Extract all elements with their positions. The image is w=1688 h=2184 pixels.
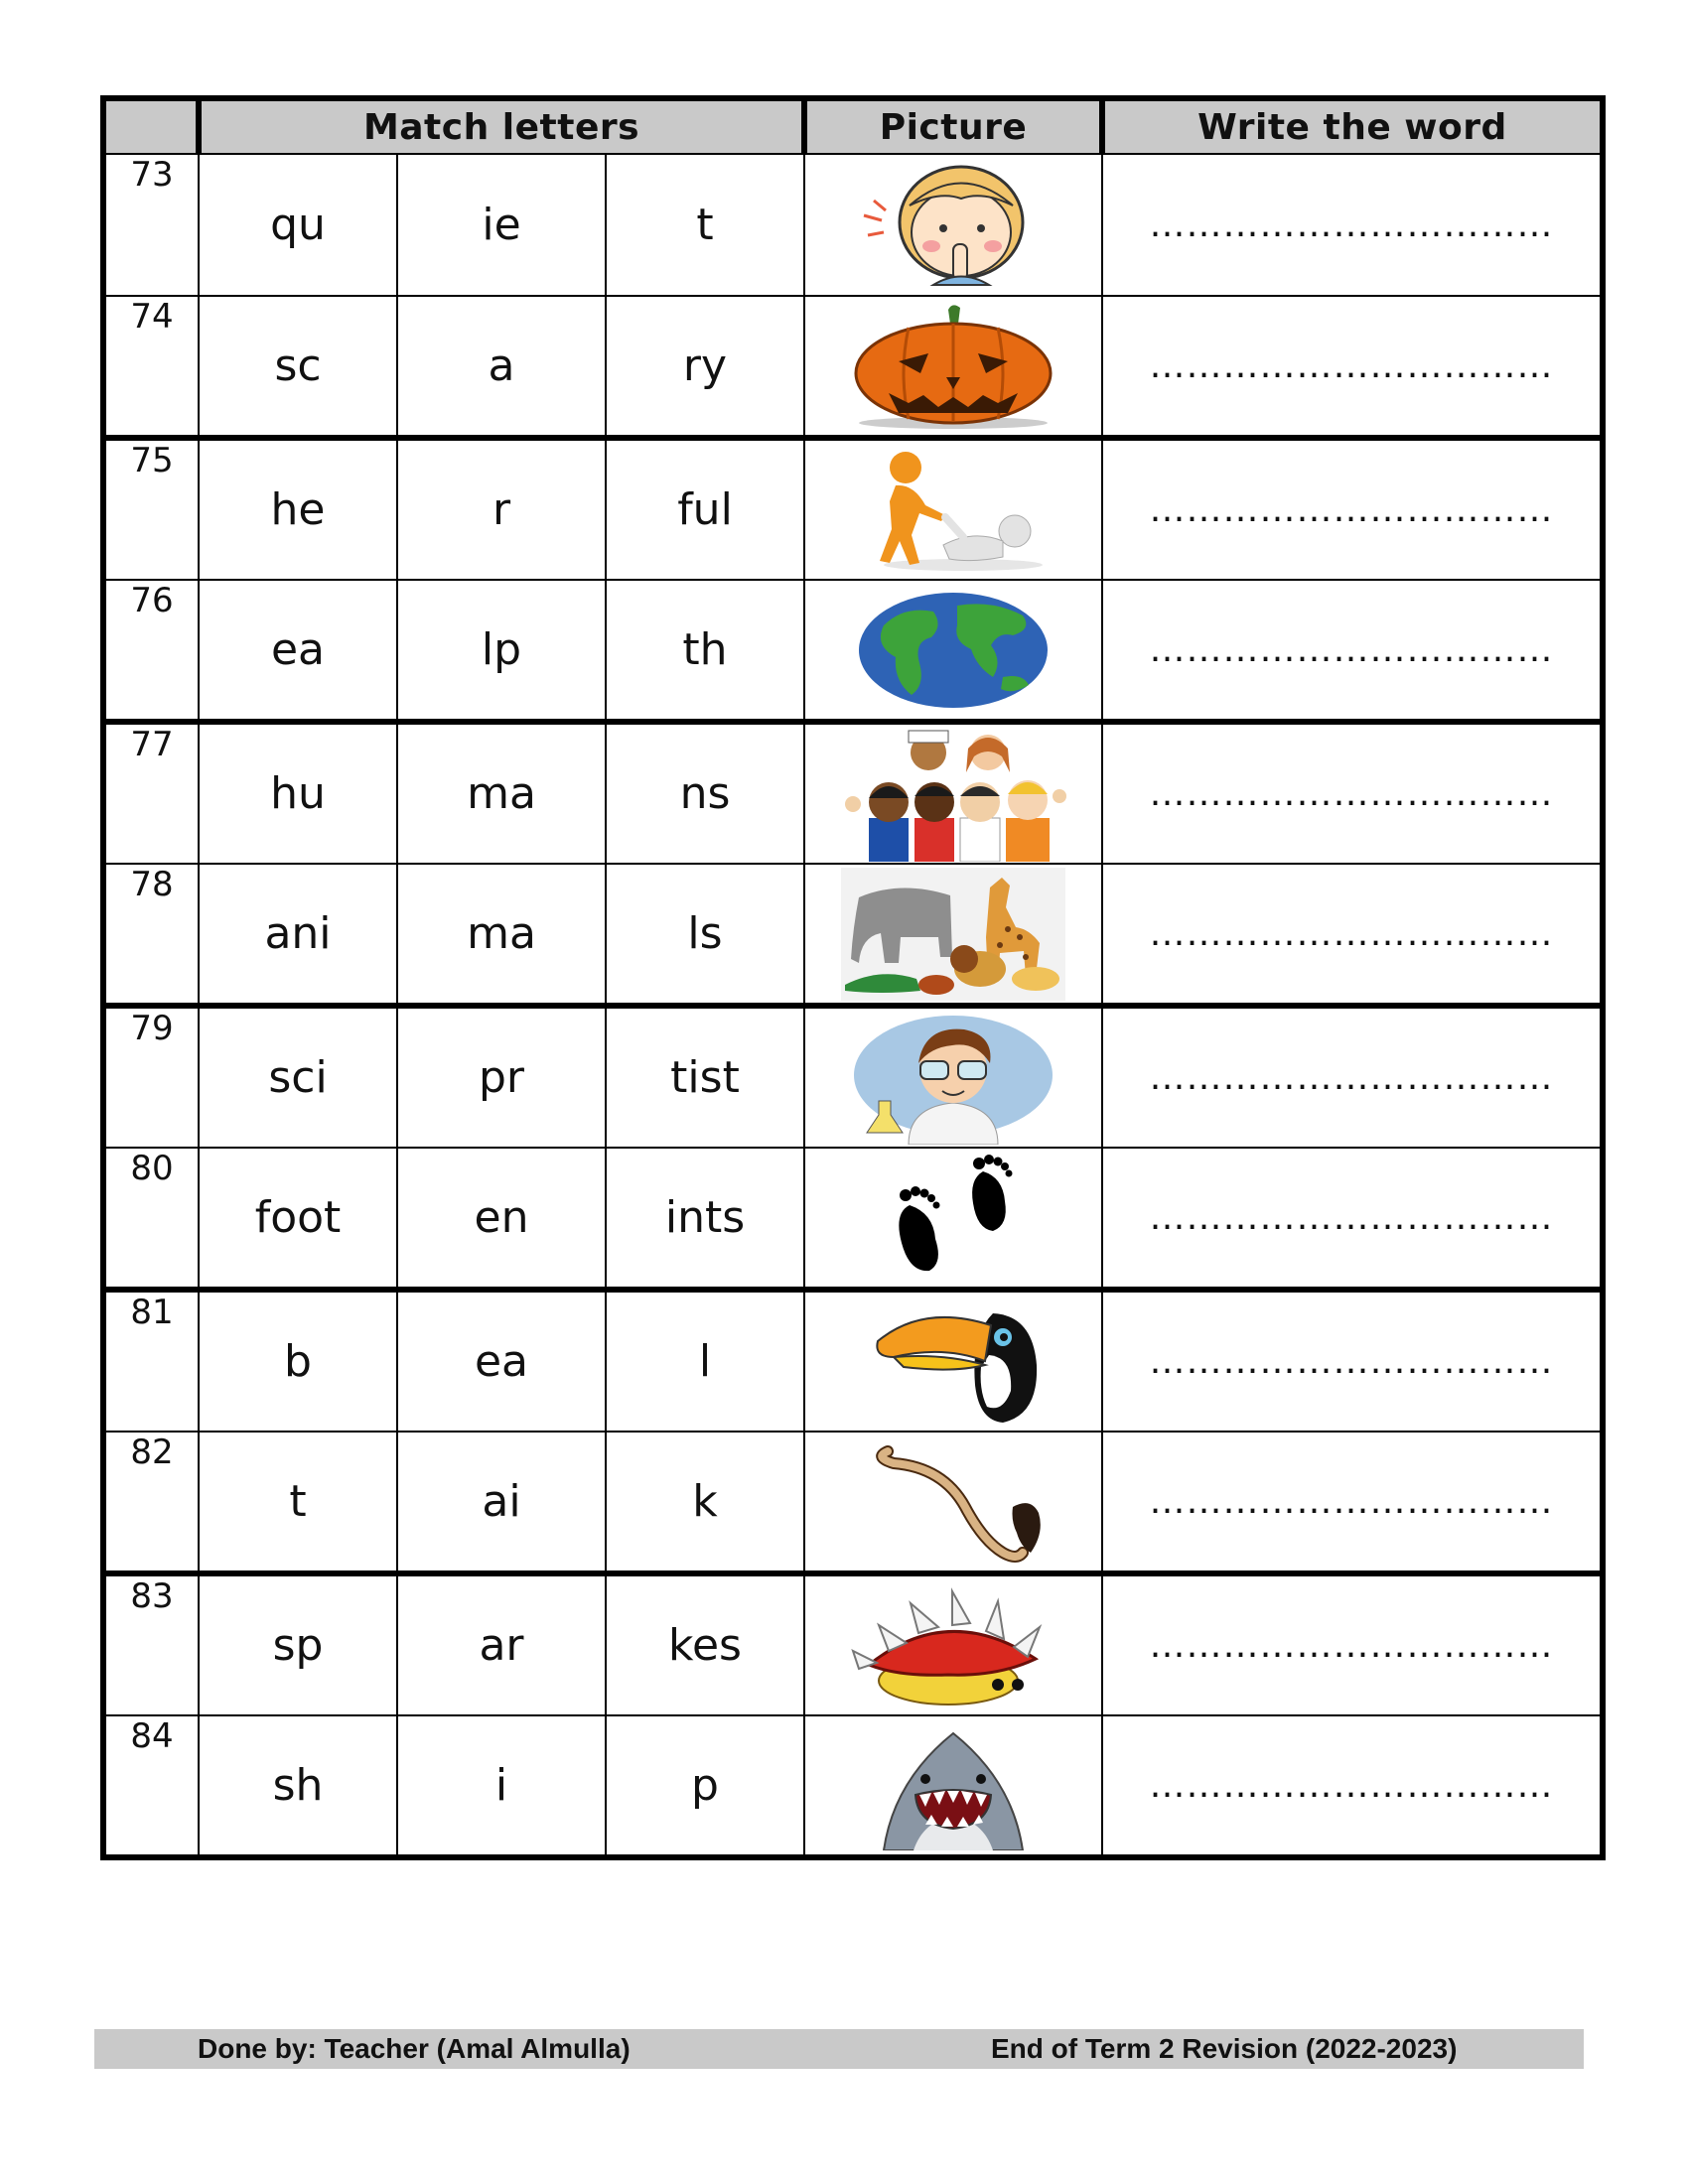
letter-fragment[interactable]: b bbox=[199, 1290, 397, 1432]
letter-fragment[interactable]: k bbox=[606, 1432, 804, 1573]
write-word-blank[interactable]: …………………………… bbox=[1102, 1715, 1603, 1857]
table-row bbox=[103, 580, 1603, 722]
tail-icon bbox=[854, 1437, 1053, 1567]
row-number: 74 bbox=[103, 296, 199, 438]
letter-fragment[interactable]: ar bbox=[397, 1573, 606, 1715]
helping-figure-icon bbox=[854, 446, 1053, 575]
letter-fragment[interactable]: ful bbox=[606, 438, 804, 580]
row-number: 73 bbox=[103, 154, 199, 296]
header-match-letters: Match letters bbox=[199, 98, 804, 154]
letter-fragment[interactable]: i bbox=[397, 1715, 606, 1857]
table-row bbox=[103, 864, 1603, 1006]
table-row bbox=[103, 154, 1603, 296]
letter-fragment[interactable]: ani bbox=[199, 864, 397, 1006]
table-row bbox=[103, 1432, 1603, 1573]
letter-fragment[interactable]: sc bbox=[199, 296, 397, 438]
footprints-icon bbox=[854, 1154, 1053, 1283]
letter-fragment[interactable]: th bbox=[606, 580, 804, 722]
write-word-blank[interactable]: …………………………… bbox=[1102, 1148, 1603, 1290]
letter-fragment[interactable]: hu bbox=[199, 722, 397, 864]
row-number: 84 bbox=[103, 1715, 199, 1857]
letter-fragment[interactable]: sp bbox=[199, 1573, 397, 1715]
footer-bar bbox=[94, 2029, 1584, 2069]
animals-icon bbox=[841, 868, 1065, 1001]
letter-fragment[interactable]: lp bbox=[397, 580, 606, 722]
header-number-cell bbox=[103, 98, 199, 154]
write-word-blank[interactable]: …………………………… bbox=[1102, 296, 1603, 438]
letter-fragment[interactable]: kes bbox=[606, 1573, 804, 1715]
row-number: 78 bbox=[103, 864, 199, 1006]
table-row bbox=[103, 1573, 1603, 1715]
letter-fragment[interactable]: pr bbox=[397, 1006, 606, 1148]
table-row bbox=[103, 722, 1603, 864]
letter-fragment[interactable]: ea bbox=[199, 580, 397, 722]
letter-fragment[interactable]: ns bbox=[606, 722, 804, 864]
row-number: 81 bbox=[103, 1290, 199, 1432]
earth-icon bbox=[854, 586, 1053, 715]
pumpkin-icon bbox=[849, 302, 1057, 431]
row-number: 75 bbox=[103, 438, 199, 580]
letter-fragment[interactable]: ie bbox=[397, 154, 606, 296]
letter-fragment[interactable]: ry bbox=[606, 296, 804, 438]
letter-fragment[interactable]: qu bbox=[199, 154, 397, 296]
letter-fragment[interactable]: sci bbox=[199, 1006, 397, 1148]
letter-fragment[interactable]: r bbox=[397, 438, 606, 580]
quiet-girl-icon bbox=[854, 161, 1053, 290]
letter-fragment[interactable]: ea bbox=[397, 1290, 606, 1432]
write-word-blank[interactable]: …………………………… bbox=[1102, 1573, 1603, 1715]
write-word-blank[interactable]: …………………………… bbox=[1102, 1006, 1603, 1148]
table-row bbox=[103, 438, 1603, 580]
write-word-blank[interactable]: …………………………… bbox=[1102, 438, 1603, 580]
table-row bbox=[103, 1006, 1603, 1148]
write-word-blank[interactable]: …………………………… bbox=[1102, 722, 1603, 864]
people-group-icon bbox=[839, 727, 1067, 862]
write-word-blank[interactable]: …………………………… bbox=[1102, 864, 1603, 1006]
header-write-word: Write the word bbox=[1102, 98, 1603, 154]
letter-fragment[interactable]: foot bbox=[199, 1148, 397, 1290]
row-number: 83 bbox=[103, 1573, 199, 1715]
letter-fragment[interactable]: t bbox=[606, 154, 804, 296]
letter-fragment[interactable]: p bbox=[606, 1715, 804, 1857]
table-row bbox=[103, 1148, 1603, 1290]
match-letters-table bbox=[100, 95, 1606, 1860]
footer-title: End of Term 2 Revision (2022-2023) bbox=[991, 2033, 1458, 2064]
letter-fragment[interactable]: t bbox=[199, 1432, 397, 1573]
row-number: 76 bbox=[103, 580, 199, 722]
letter-fragment[interactable]: ai bbox=[397, 1432, 606, 1573]
table-row bbox=[103, 296, 1603, 438]
header-picture: Picture bbox=[804, 98, 1102, 154]
letter-fragment[interactable]: sh bbox=[199, 1715, 397, 1857]
row-number: 77 bbox=[103, 722, 199, 864]
letter-fragment[interactable]: he bbox=[199, 438, 397, 580]
row-number: 80 bbox=[103, 1148, 199, 1290]
toucan-beak-icon bbox=[854, 1296, 1053, 1429]
letter-fragment[interactable]: ls bbox=[606, 864, 804, 1006]
letter-fragment[interactable]: l bbox=[606, 1290, 804, 1432]
shark-icon bbox=[854, 1721, 1053, 1850]
table-row bbox=[103, 1715, 1603, 1857]
row-number: 79 bbox=[103, 1006, 199, 1148]
write-word-blank[interactable]: …………………………… bbox=[1102, 154, 1603, 296]
letter-fragment[interactable]: ma bbox=[397, 864, 606, 1006]
letter-fragment[interactable]: en bbox=[397, 1148, 606, 1290]
footer-author: Done by: Teacher (Amal Almulla) bbox=[198, 2033, 631, 2064]
write-word-blank[interactable]: …………………………… bbox=[1102, 1290, 1603, 1432]
row-number: 82 bbox=[103, 1432, 199, 1573]
scientist-icon bbox=[849, 1012, 1057, 1145]
letter-fragment[interactable]: ints bbox=[606, 1148, 804, 1290]
write-word-blank[interactable]: …………………………… bbox=[1102, 580, 1603, 722]
letter-fragment[interactable]: tist bbox=[606, 1006, 804, 1148]
table-header-row bbox=[103, 98, 1603, 154]
write-word-blank[interactable]: …………………………… bbox=[1102, 1432, 1603, 1573]
table-row bbox=[103, 1290, 1603, 1432]
letter-fragment[interactable]: a bbox=[397, 296, 606, 438]
spiked-shell-icon bbox=[849, 1581, 1057, 1710]
letter-fragment[interactable]: ma bbox=[397, 722, 606, 864]
worksheet bbox=[100, 95, 1600, 1860]
